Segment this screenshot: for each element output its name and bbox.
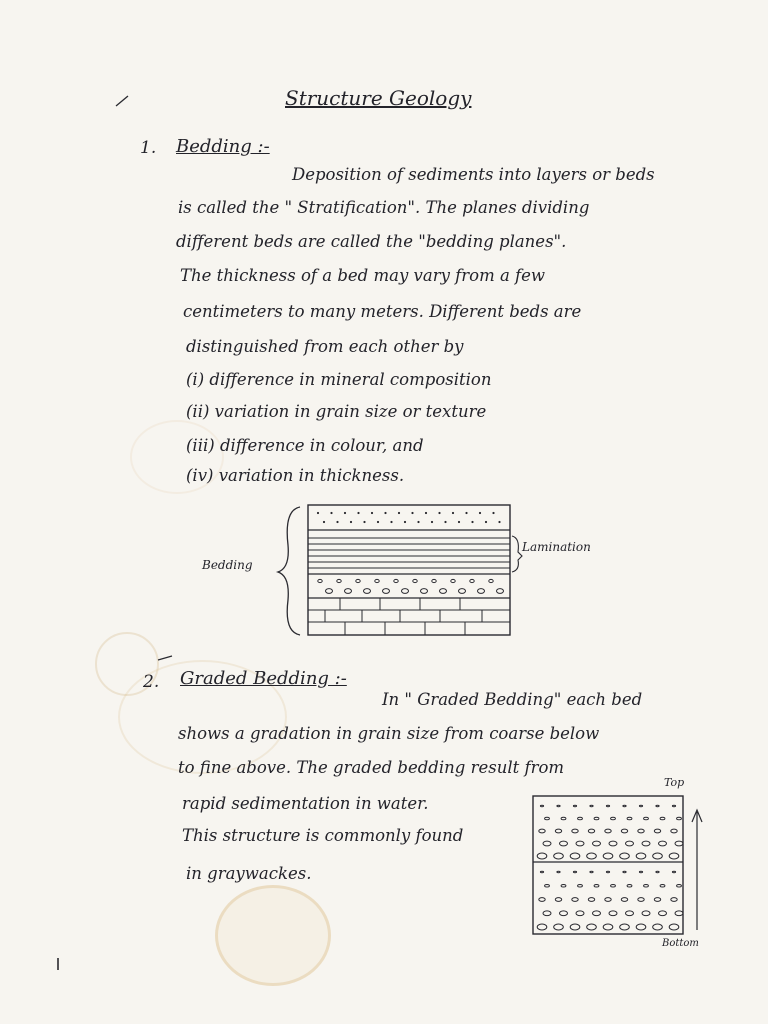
section-1-line: is called the " Stratification". The planes dividing [178,198,590,217]
section-1-list-item: (ii) variation in grain size or texture [186,402,487,421]
section-2-line: in graywackes. [186,864,312,883]
section-2-number: 2. [143,672,160,692]
bedding-label: Bedding [202,558,253,572]
section-2-line: In " Graded Bedding" each bed [382,690,643,709]
section-1-line: Deposition of sediments into layers or beds [292,165,655,184]
section-1-list-item: (i) difference in mineral composition [186,370,492,389]
section-1-list-item: (iii) difference in colour, and [186,436,424,455]
page-title: Structure Geology [285,86,472,110]
section-1-line: centimeters to many meters. Different beds are [183,302,582,321]
section-1-line: The thickness of a bed may vary from a few [180,266,546,285]
section-1-line: distinguished from each other by [186,337,464,356]
section-1-heading: Bedding :- [176,136,270,157]
section-2-heading: Graded Bedding :- [180,668,347,689]
section-2-line: to fine above. The graded bedding result from [178,758,565,777]
section-2-line: shows a gradation in grain size from coarse below [178,724,600,743]
section-1-line: different beds are called the "bedding planes". [176,232,567,251]
section-2-line: This structure is commonly found [182,826,464,845]
top-label: Top [664,776,685,789]
section-1-list-item: (iv) variation in thickness. [186,466,405,485]
section-1-number: 1. [140,138,157,158]
section-2-line: rapid sedimentation in water. [182,794,429,813]
bottom-label: Bottom [662,938,699,949]
lamination-label: Lamination [522,540,591,554]
